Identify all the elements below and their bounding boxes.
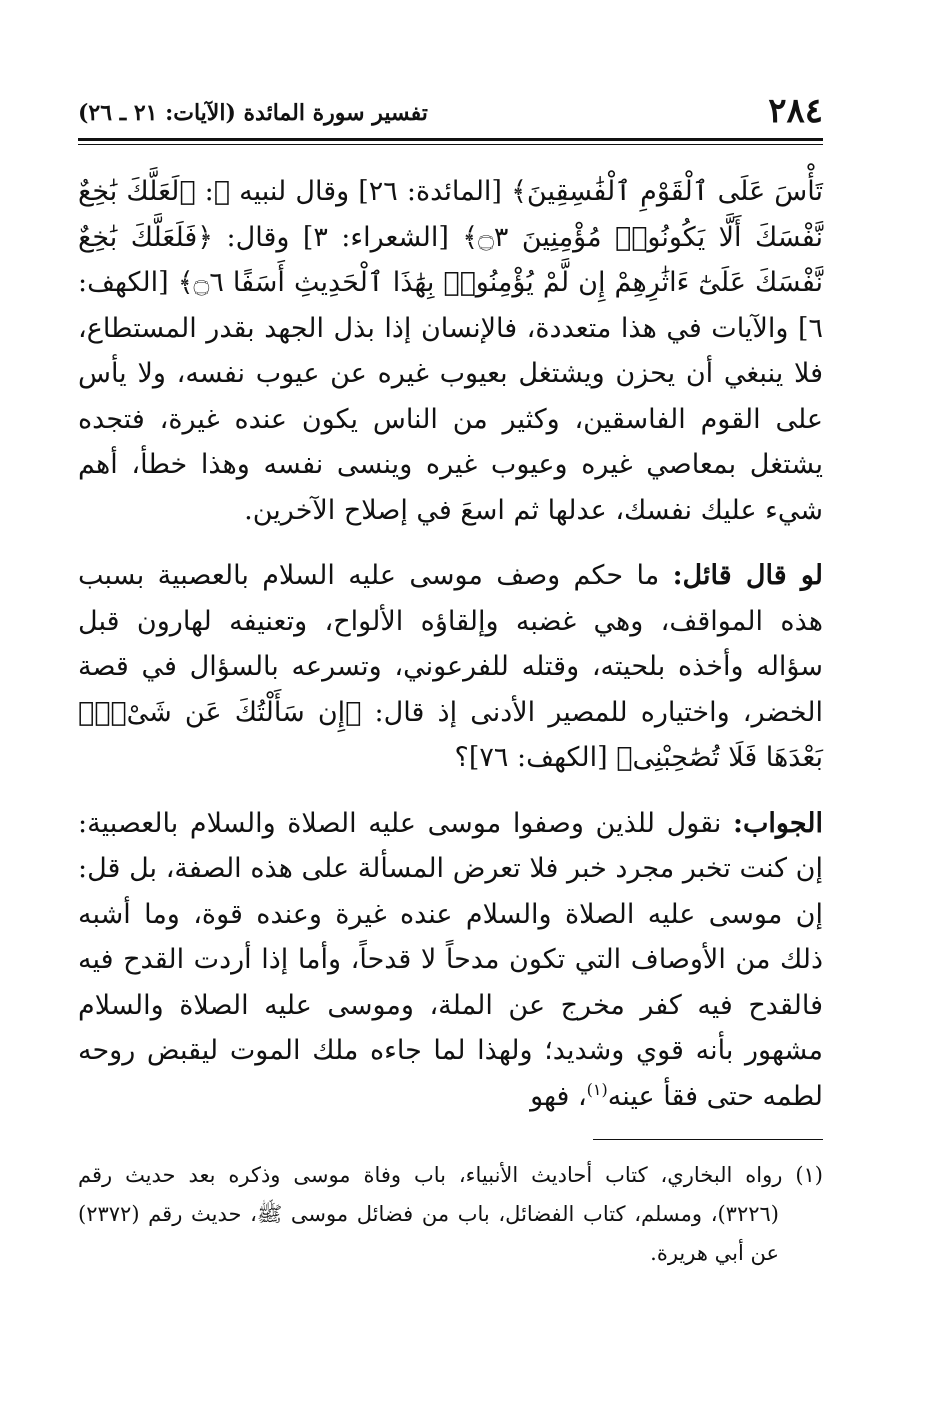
- paragraph-tail: ، فهو: [530, 1080, 587, 1112]
- paragraph: [78, 553, 823, 781]
- book-page: [78, 80, 823, 1370]
- main-text: [78, 169, 823, 1119]
- paragraph-lead: الجواب:: [733, 807, 823, 839]
- running-title: تفسير سورة المائدة (الآيات: ٢١ ـ ٢٦): [78, 100, 428, 126]
- paragraph-text: نقول للذين وصفوا موسى عليه الصلاة والسلام بالعصبية: إن كنت تخبر مجرد خبر فلا تعرض المسألة على هذه الصفة، بل قل: إن موسى عليه الصلاة والسلام عنده غيرة وعنده قوة، وما أشبه ذلك من الأوصاف التي تكون مدحاً لا قدحاً، وأما إذا أردت القدح فيه فالقدح فيه كفر مخرج عن الملة، وموسى عليه الصلاة والسلام مشهور بأنه قوي وشديد؛ ولهذا لما جاءه ملك الموت ليقبض روحه لطمه حتى فقأ عينه: [78, 807, 823, 1112]
- page-number: ٢٨٤: [768, 91, 823, 131]
- paragraph: [78, 169, 823, 533]
- footnote: (١) رواه البخاري، كتاب أحاديث الأنبياء، باب وفاة موسى وذكره بعد حديث رقم (٣٢٢٦)، ومسلم، كتاب الفضائل، باب من فضائل موسى ﷺ، حديث رقم (٢٣٧٢) عن أبي هريرة.: [78, 1163, 823, 1265]
- page-header: [78, 80, 823, 132]
- footnote-separator: [593, 1139, 823, 1140]
- footnotes: [78, 1156, 823, 1273]
- header-rule-thin: [78, 144, 823, 145]
- paragraph-text: ما حكم وصف موسى عليه السلام بالعصبية بسبب هذه المواقف، وهي غضبه وإلقاؤه الألواح، وتعنيفه لهارون قبل سؤاله وأخذه بلحيته، وقتله للفرعوني، وتسرعه بالسؤال في قصة الخضر، واختياره للمصير الأدنى إذ قال: ﴿إِن سَأَلْتُكَ عَن شَىْءٍۭ بَعْدَهَا فَلَا تُصَٰحِبْنِى﴾ [الكهف: ٧٦]؟: [78, 560, 823, 773]
- paragraph-text: تَأْسَ عَلَى ٱلْقَوْمِ ٱلْفَٰسِقِينَ﴾ [المائدة: ٢٦] وقال لنبيه ﷺ: ﴿لَعَلَّكَ بَٰخِعٌ نَّفْسَكَ أَلَّا يَكُونُوا۟ مُؤْمِنِينَ ۝٣﴾ [الشعراء: ٣] وقال: ﴿فَلَعَلَّكَ بَٰخِعٌ نَّفْسَكَ عَلَىٰٓ ءَاثَٰرِهِمْ إِن لَّمْ يُؤْمِنُوا۟ بِهَٰذَا ٱلْحَدِيثِ أَسَفًا ۝٦﴾ [الكهف: ٦] والآيات في هذا متعددة، فالإنسان إذا بذل الجهد بقدر المستطاع، فلا ينبغي أن يحزن ويشتغل بعيوب غيره عن عيوب نفسه، ولا يأس على القوم الفاسقين، وكثير من الناس يكون عنده غيرة، فتجده يشتغل بمعاصي غيره وعيوب غيره وينسى نفسه وهذا خطأ، أهم شيء عليك نفسك، عدلها ثم اسعَ في إصلاح الآخرين.: [78, 176, 823, 526]
- paragraph: [78, 801, 823, 1120]
- footnote-reference[interactable]: (١): [586, 1079, 608, 1099]
- header-rule-thick: [78, 138, 823, 141]
- paragraph-lead: لو قال قائل:: [672, 560, 823, 591]
